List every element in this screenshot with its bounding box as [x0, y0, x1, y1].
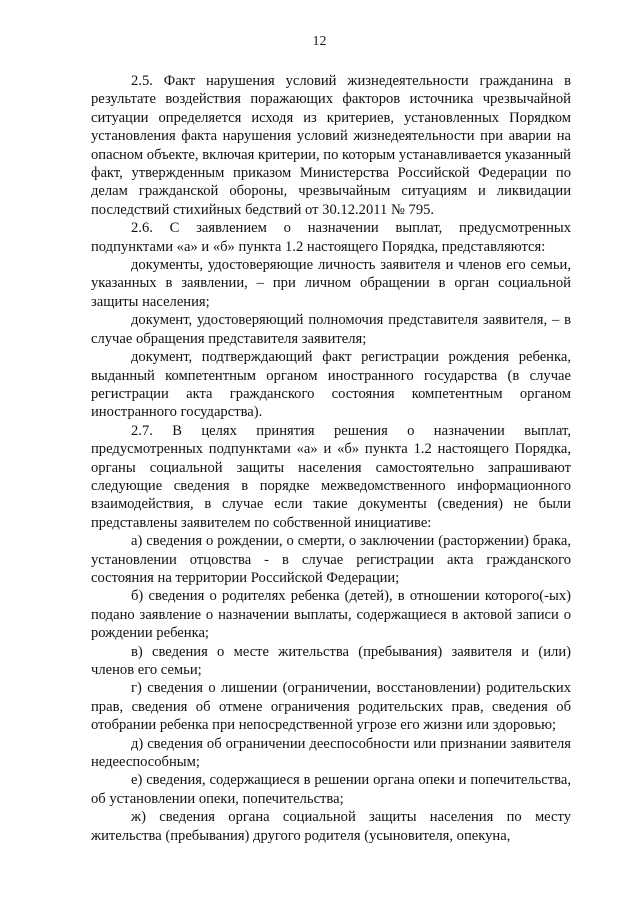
page-number: 12: [312, 34, 327, 49]
list-item-g: г) сведения о лишении (ограничении, восстановлении) родительских прав, сведения об отмене ограничения родительских прав, сведения об отобрании ребенка при непосредственной угрозе его жизни или здоровью;: [91, 680, 571, 734]
list-item-zh: ж) сведения органа социальной защиты населения по месту жительства (пребывания) другого родителя (усыновителя, опекуна,: [91, 809, 571, 844]
paragraph-birth-registration-document: документ, подтверждающий факт регистрации рождения ребенка, выданный компетентным органом иностранного государства (в случае регистрации акта гражданского состояния компетентным органом иностранного государства).: [91, 349, 571, 421]
list-item-e: е) сведения, содержащиеся в решении органа опеки и попечительства, об установлении опеки, попечительства;: [91, 772, 571, 807]
list-item-a: а) сведения о рождении, о смерти, о заключении (расторжении) брака, установлении отцовства - в случае регистрации акта гражданского состояния на территории Российской Федерации;: [91, 533, 571, 586]
document-body: [91, 72, 571, 845]
paragraph-representative-document: документ, удостоверяющий полномочия представителя заявителя, – в случае обращения представителя заявителя;: [91, 312, 571, 347]
paragraph-2-5: 2.5. Факт нарушения условий жизнедеятельности гражданина в результате воздействия поражающих факторов источника чрезвычайной ситуации определяется исходя из критериев, установленных Порядком установления факта нарушения условий жизнедеятельности при аварии на опасном объекте, включая критерии, по которым устанавливается указанный факт, утвержденным приказом Министерства Российской Федерации по делам гражданской обороны, чрезвычайным ситуациям и ликвидации последствий стихийных бедствий от 30.12.2011 № 795.: [91, 73, 571, 218]
list-item-v: в) сведения о месте жительства (пребывания) заявителя и (или) членов его семьи;: [91, 643, 571, 678]
paragraph-identity-documents: документы, удостоверяющие личность заявителя и членов его семьи, указанных в заявлении, – при личном обращении в орган социальной защиты населения;: [91, 257, 571, 310]
list-item-d: д) сведения об ограничении дееспособности или признании заявителя недееспособным;: [91, 735, 571, 771]
paragraph-2-7: 2.7. В целях принятия решения о назначении выплат, предусмотренных подпунктами «а» и «б» пункта 1.2 настоящего Порядка, органы социальной защиты населения самостоятельно запрашивают следующие сведения в порядке межведомственного информационного взаимодействия, в случае если такие документы (сведения) не были представлены заявителем по собственной инициативе:: [91, 422, 571, 531]
paragraph-2-6: 2.6. С заявлением о назначении выплат, предусмотренных подпунктами «а» и «б» пункта 1.2 настоящего Порядка, представляются:: [91, 220, 571, 255]
list-item-b: б) сведения о родителях ребенка (детей), в отношении которого(-ых) подано заявление о назначении выплаты, содержащиеся в актовой записи о рождении ребенка;: [91, 588, 571, 642]
